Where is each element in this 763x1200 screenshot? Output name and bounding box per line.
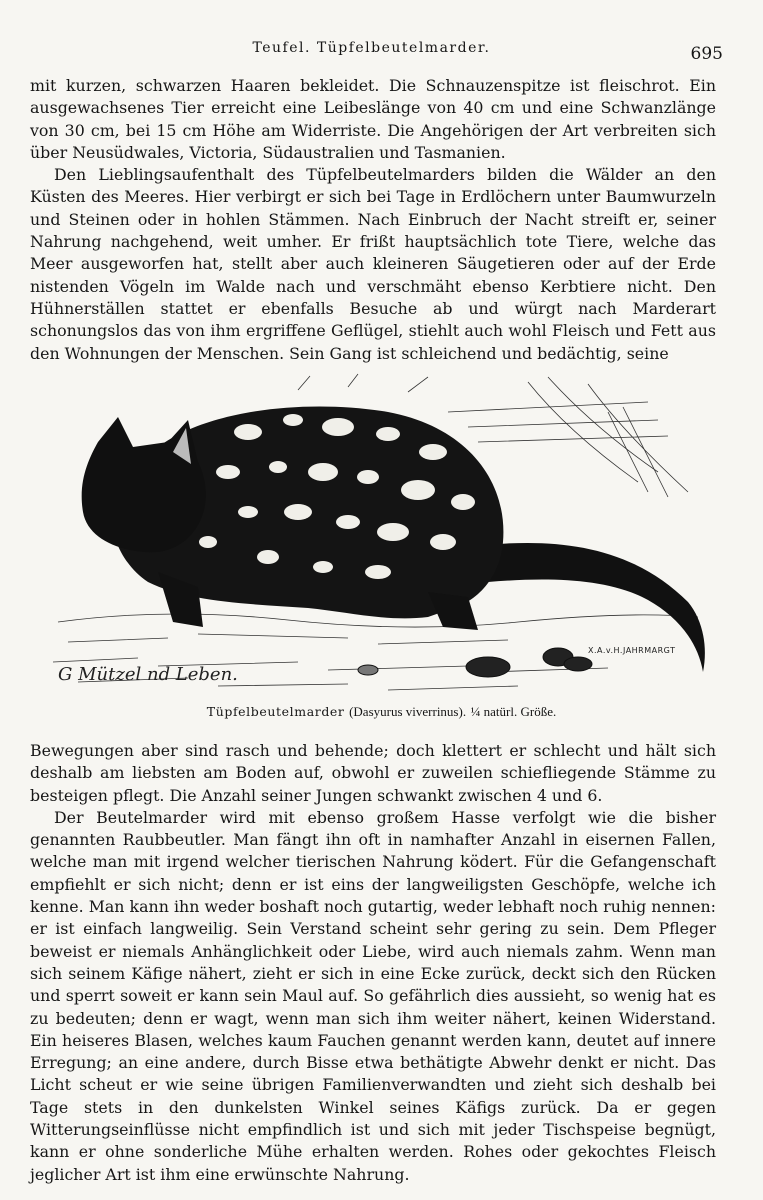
caption-latin: (Dasyurus viverrinus). [349, 704, 467, 719]
running-head: Teufel. Tüpfelbeutelmarder. [252, 40, 491, 56]
caption-scale: ¼ natürl. Größe. [470, 704, 557, 719]
engraving-figure [48, 372, 710, 702]
paragraph: Der Beutelmarder wird mit ebenso großem Hasse verfolgt wie die bisher genannten Raubbeutler. Man fängt ihn oft in namhafter Anzahl in eisernen Fallen, welche man mit irgend welcher tierischen Nahrung ködert. Für die Gefangenschaft empfiehlt er sich nicht; denn er ist eins der langweiligsten Geschöpfe, welche ich kenne. Man kann ihn weder boshaft noch gutartig, weder lebhaft noch ruhig nennen: er ist einfach langweilig. Sein Verstand scheint sehr gering zu sein. Dem Pfleger beweist er niemals Anhänglichkeit oder Liebe, wird auch niemals zahm. Wenn man sich seinem Käfige nähert, zieht er sich in eine Ecke zurück, deckt sich den Rücken und sperrt soweit er kann sein Maul auf. So gefährlich dies aussieht, so wenig hat es zu bedeuten; denn er wagt, wenn man sich ihm weiter nähert, keinen Widerstand. Ein heiseres Blasen, welches kaum Fauchen genannt werden kann, deutet auf innere Erregung; an eine andere, durch Bisse etwa bethätigte Abwehr denkt er nicht. Das Licht scheut er wie seine übrigen Familienverwandten und zieht sich deshalb bei Tage stets in den dunkelsten Winkel seines Käfigs zurück. Da er gegen Witterungseinflüsse nicht empfindlich ist und sich mit jeder Tischspeise begnügt, kann er ohne sonderliche Mühe erhalten werden. Rohes oder gekochtes Fleisch jeglicher Art ist ihm eine erwünschte Nahrung. [30, 807, 716, 1184]
text-block-bottom [30, 740, 716, 1186]
figure-caption [30, 704, 733, 720]
shells [358, 648, 592, 677]
caption-main: Tüpfelbeutelmarder [206, 704, 345, 719]
paragraph: Bewegungen aber sind rasch und behende; doch klettert er schlecht und hält sich deshalb am liebsten am Boden auf, obwohl er zuweilen schiefliegende Stämme zu besteigen pflegt. Die Anzahl seiner Jungen schwankt zwischen 4 und 6. [30, 741, 716, 805]
page-number: 695 [690, 44, 723, 64]
text-block-top [30, 75, 716, 365]
paragraph: Den Lieblingsaufenthalt des Tüpfelbeutelmarders bilden die Wälder an den Küsten des Meeres. Hier verbirgt er sich bei Tage in Erdlöchern unter Baumwurzeln und Steinen oder in hohlen Stämmen. Nach Einbruch der Nacht streift er, seiner Nahrung nachgehend, weit umher. Er frißt hauptsächlich tote Tiere, welche das Meer ausgeworfen hat, stellt aber auch kleineren Säugetieren oder auf der Erde nistenden Vögeln im Walde nach und verschmäht ebenso Kerbtiere nicht. Den Hühnerställen stattet er ebenfalls Besuche ab und würgt nach Marderart schonungslos das von ihm ergriffene Geflügel, stiehlt auch wohl Fleisch und Fett aus den Wohnungen der Menschen. Sein Gang ist schleichend und bedächtig, seine [30, 165, 716, 363]
paragraph: mit kurzen, schwarzen Haaren bekleidet. Die Schnauzenspitze ist fleischrot. Ein ausgewachsenes Tier erreicht eine Leibeslänge von 40 cm und eine Schwanzlänge von 30 cm, bei 15 cm Höhe am Widerriste. Die Angehörigen der Art verbreiten sich über Neusüdwales, Victoria, Südaustralien und Tasmanien. [30, 76, 716, 162]
engraver-signature: X.A.v.H.JAHRMARGT [588, 646, 676, 655]
artist-signature: G Mützel nd Leben. [58, 664, 238, 685]
